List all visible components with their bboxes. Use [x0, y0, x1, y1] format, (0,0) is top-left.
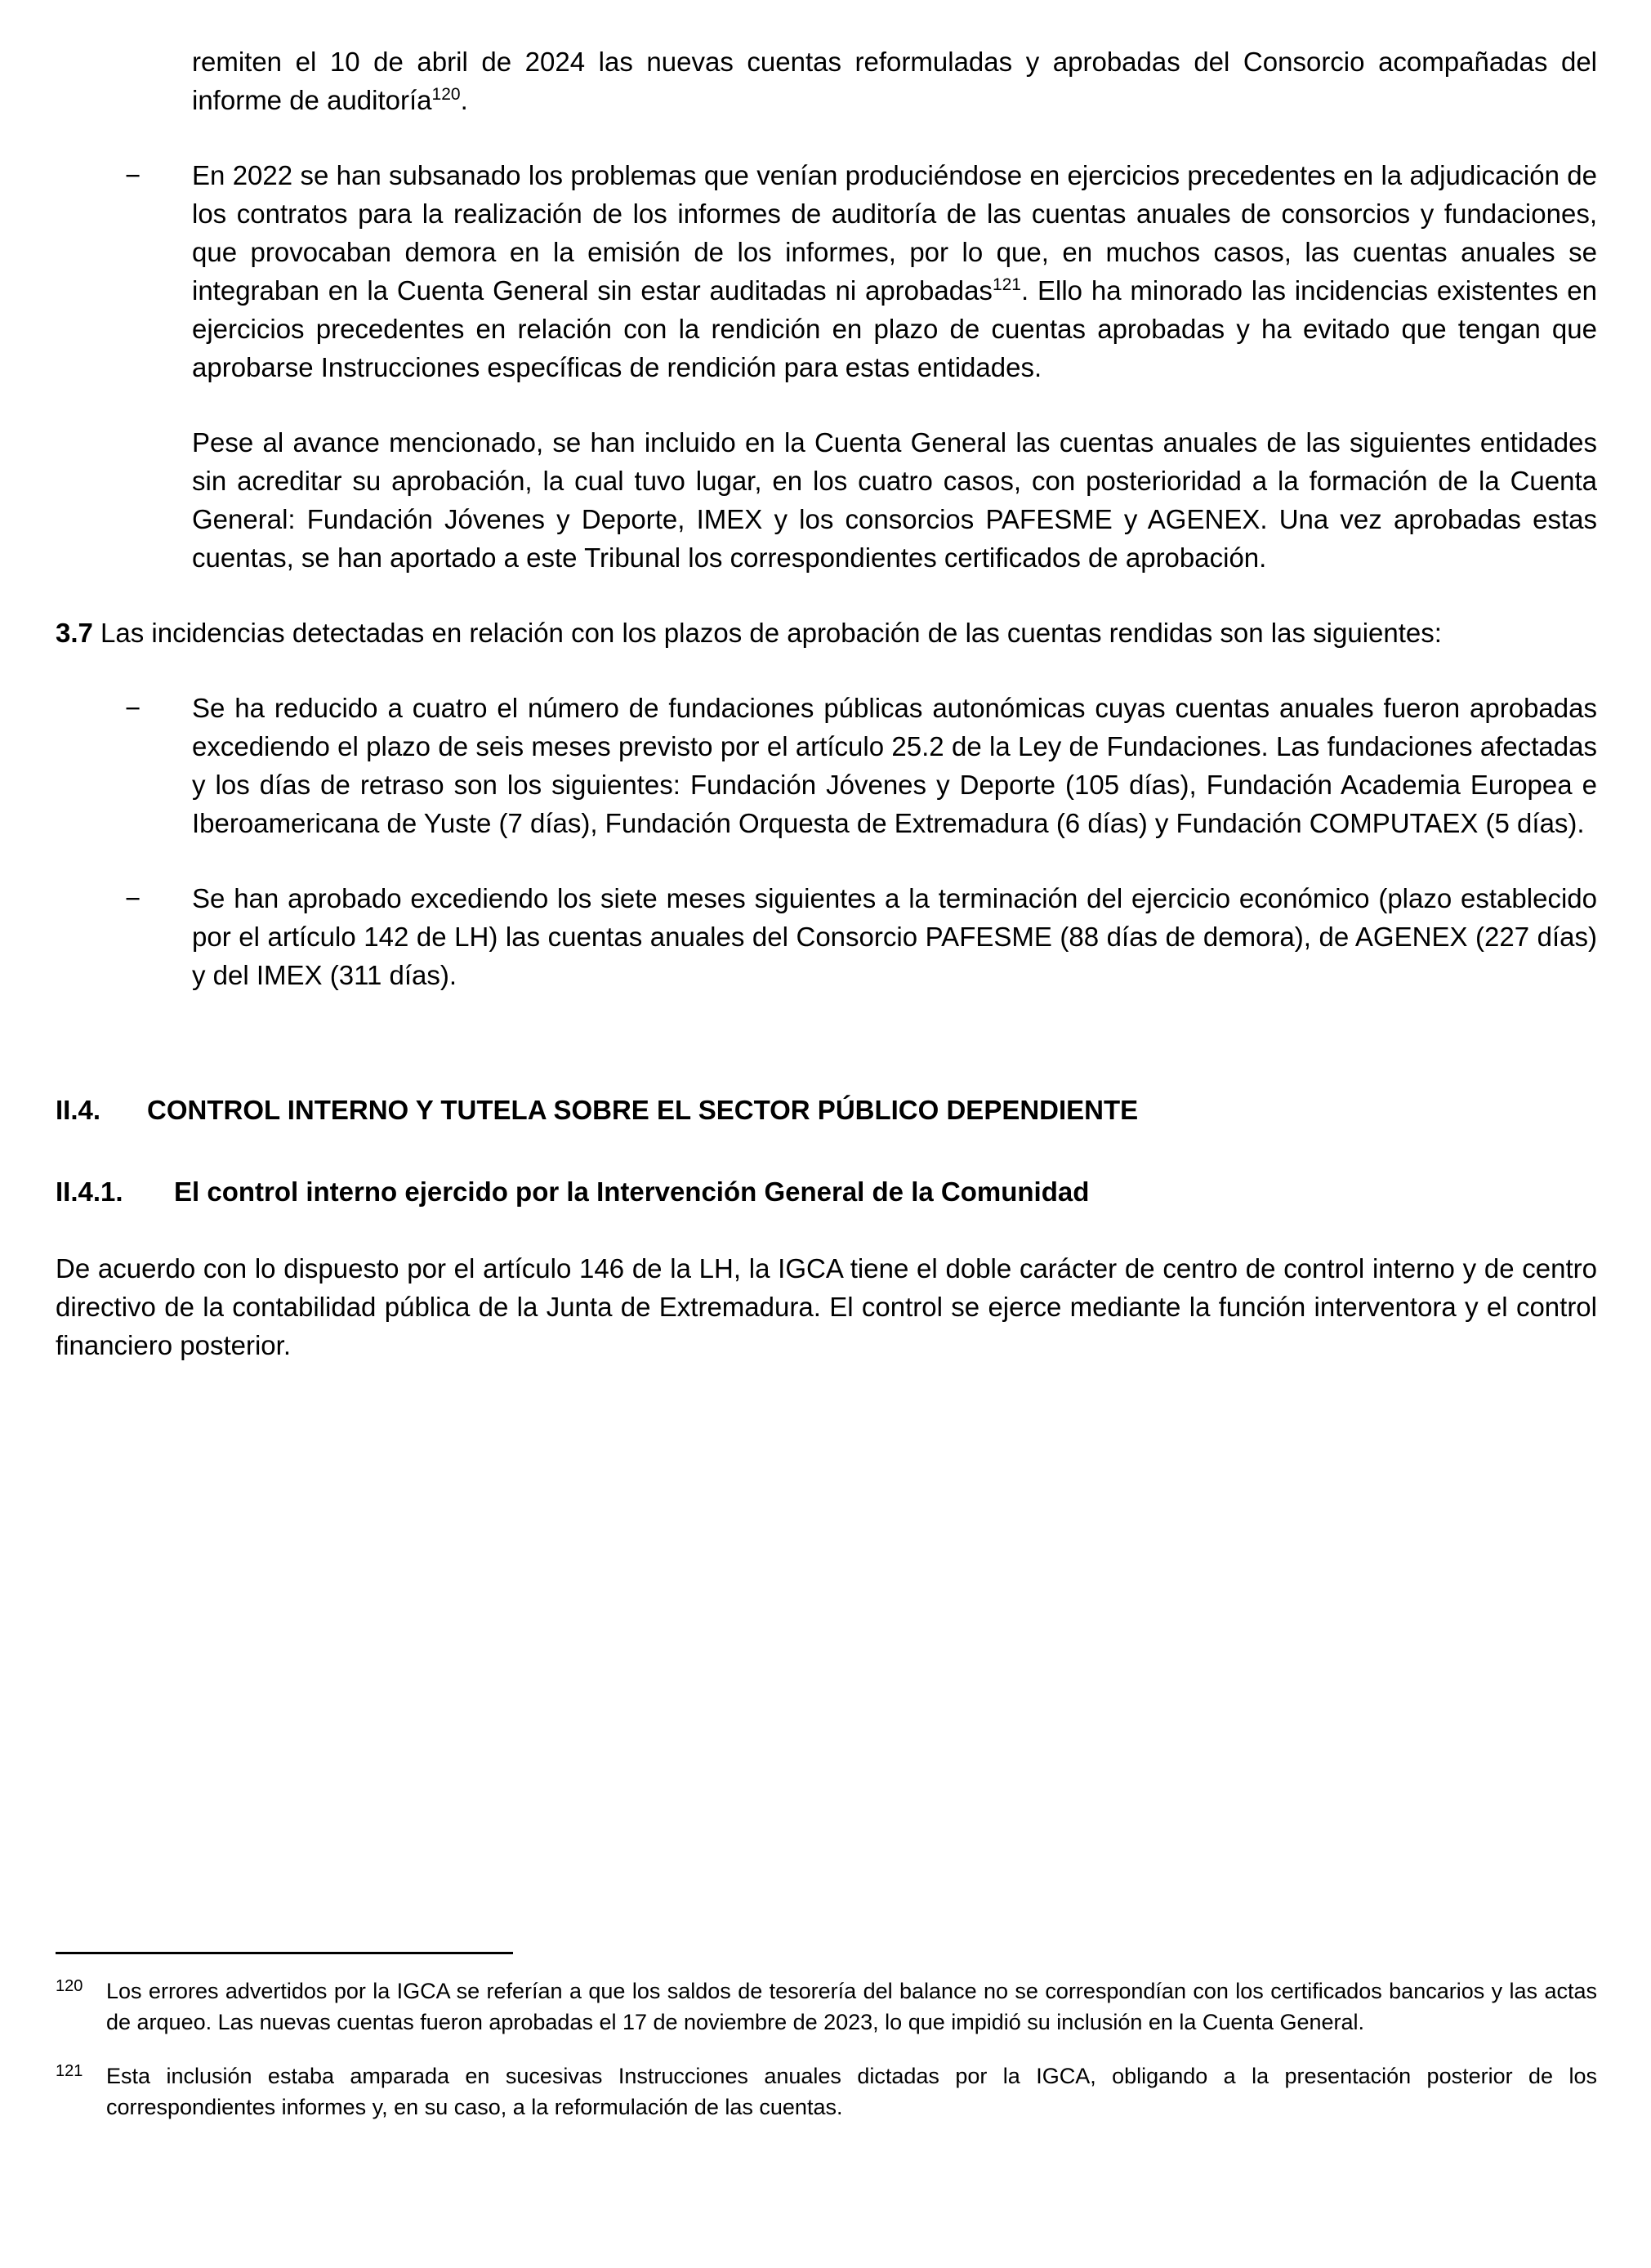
para-3-7	[56, 614, 1597, 652]
bullet-text-end: . Ello ha minorado las incidencias existentes en ejercicios precedentes en relación con la rendición en plazo de cuentas aprobadas y ha evitado que tengan que aprobarse Instrucciones específicas de rendición para estas entidades.	[192, 275, 1597, 382]
footnote-number: 120	[56, 1977, 83, 1995]
para-igca-control: De acuerdo con lo dispuesto por el artículo 146 de la LH, la IGCA tiene el doble carácter de centro de control interno y de centro directivo de la contabilidad pública de la Junta de Extremadura. El control se ejerce mediante la función interventora y el control financiero posterior.	[56, 1253, 1597, 1360]
bullet-consortiums-delay	[125, 879, 1597, 994]
bullet-dash-icon: −	[125, 160, 141, 190]
bullet-foundations-delay	[125, 689, 1597, 842]
heading-ii4	[56, 1092, 1597, 1128]
para-text-end: .	[460, 85, 468, 115]
heading-number: II.4.1.	[56, 1176, 123, 1207]
footnote-ref-120: 120	[431, 85, 461, 104]
footnote-ref-121: 121	[992, 275, 1021, 294]
footnote-separator	[56, 1952, 513, 1954]
para-text: Las incidencias detectadas en relación con los plazos de aprobación de las cuentas rendidas son las siguientes:	[92, 618, 1442, 648]
para-number: 3.7	[56, 618, 93, 648]
para-text: remiten el 10 de abril de 2024 las nuevas cuentas reformuladas y aprobadas del Consorcio acompañadas del informe de auditoría	[192, 47, 1597, 115]
footnotes-section	[56, 1952, 1597, 2145]
heading-number: II.4.	[56, 1095, 101, 1125]
bullet-2022-contracts	[125, 156, 1597, 386]
heading-title: CONTROL INTERNO Y TUTELA SOBRE EL SECTOR PÚBLICO DEPENDIENTE	[147, 1095, 1139, 1125]
para-reformulated-accounts	[192, 42, 1597, 119]
heading-ii41	[56, 1174, 1597, 1210]
bullet-text: Se han aprobado excediendo los siete meses siguientes a la terminación del ejercicio económico (plazo establecido por el artículo 142 de LH) las cuentas anuales del Consorcio PAFESME (88 días de demora), de AGENEX (227 días) y del IMEX (311 días).	[192, 883, 1597, 990]
bullet-dash-icon: −	[125, 693, 141, 723]
footnote-text: Esta inclusión estaba amparada en sucesivas Instrucciones anuales dictadas por la IGCA, obligando a la presentación posterior de los correspondientes informes y, en su caso, a la reformulación de las cuentas.	[106, 2064, 1597, 2119]
bullet-dash-icon: −	[125, 883, 141, 913]
bullet-text: En 2022 se han subsanado los problemas que venían produciéndose en ejercicios precedentes en la adjudicación de los contratos para la realización de los informes de auditoría de las cuentas anuales de consorcios y fundaciones, que provocaban demora en la emisión de los informes, por lo que, en muchos casos, las cuentas anuales se integraban en la Cuenta General sin estar auditadas ni aprobadas	[192, 160, 1597, 306]
footnote-121	[56, 2060, 1597, 2123]
para-pending-approval: Pese al avance mencionado, se han incluido en la Cuenta General las cuentas anuales de las siguientes entidades sin acreditar su aprobación, la cual tuvo lugar, en los cuatro casos, con posterioridad a la formación de la Cuenta General: Fundación Jóvenes y Deporte, IMEX y los consorcios PAFESME y AGENEX. Una vez aprobadas estas cuentas, se han aportado a este Tribunal los correspondientes certificados de aprobación.	[192, 427, 1597, 573]
footnote-120	[56, 1976, 1597, 2038]
heading-title: El control interno ejercido por la Intervención General de la Comunidad	[174, 1176, 1090, 1207]
footnote-number: 121	[56, 2062, 83, 2080]
footnote-text: Los errores advertidos por la IGCA se referían a que los saldos de tesorería del balance no se correspondían con los certificados bancarios y las actas de arqueo. Las nuevas cuentas fueron aprobadas el 17 de noviembre de 2023, lo que impidió su inclusión en la Cuenta General.	[106, 1979, 1597, 2034]
bullet-text: Se ha reducido a cuatro el número de fundaciones públicas autonómicas cuyas cuentas anuales fueron aprobadas excediendo el plazo de seis meses previsto por el artículo 25.2 de la Ley de Fundaciones. Las fundaciones afectadas y los días de retraso son los siguientes: Fundación Jóvenes y Deporte (105 días), Fundación Academia Europea e Iberoamericana de Yuste (7 días), Fundación Orquesta de Extremadura (6 días) y Fundación COMPUTAEX (5 días).	[192, 693, 1597, 838]
